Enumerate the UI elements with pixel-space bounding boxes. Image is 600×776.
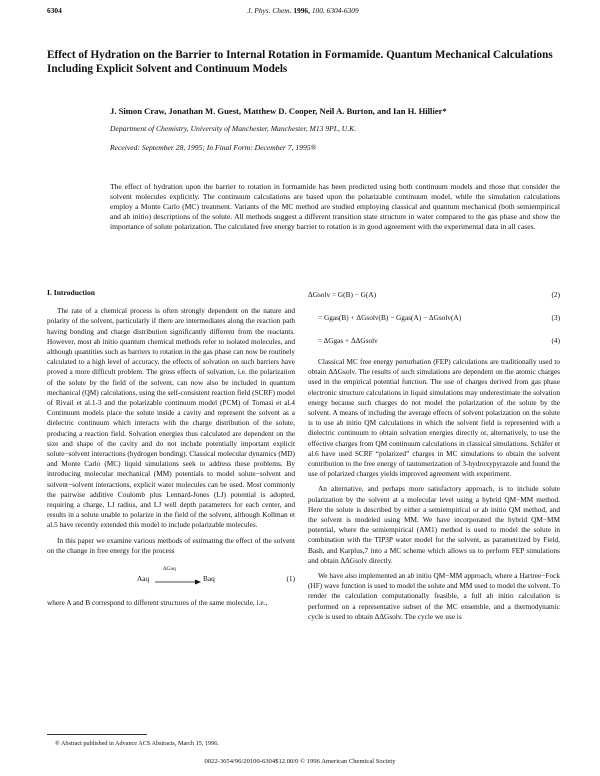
body-paragraph-qmmm: An alternative, and perhaps more satisfactory approach, is to include solute polarization by the solvent at a molecular level using a hybrid QM−MM method. Here the solute is described by either a semiempirical or ab initio QM method, and the solvent is modeled using MM. We have incorporated the hybrid QM−MM potential, where the semiempirical (AM1) method is used to model the solute in combination with the TIP3P water model for the solvent, as parametrized by Field, Bash, and Karplus,7 into a MC scheme which allows us to perform FEP simulations and obtain ΔΔGsolv directly.: [308, 484, 560, 565]
page-number: 6304: [47, 6, 62, 15]
copyright-footer: 0022-3654/96/20100-6304$12.00/0 © 1996 American Chemical Society: [204, 758, 396, 765]
journal-volume: 100,: [311, 6, 325, 15]
footnote: ® Abstract published in Advance ACS Abstracts, March 15, 1996.: [55, 740, 219, 747]
equation-row: [308, 334, 560, 357]
received-dates: Received: September 28, 1995; In Final Form: December 7, 1995®: [110, 143, 317, 152]
equation-body: = ΔGgas + ΔΔGsolv: [318, 336, 378, 345]
journal-name: J. Phys. Chem.: [247, 6, 292, 15]
left-column: [47, 288, 295, 613]
intro-paragraph-1: The rate of a chemical process is often strongly dependent on the nature and polarity of the solvent, particularly if there are intermediates along the reaction path having bonding and charge distribution significantly different from the reactants. However, most ab initio quantum chemical methods refer to isolated molecules, and although quantities such as barriers to rotation in the gas phase can now be routinely calculated to a high level of accuracy, the effects of solvation on such barriers have proved a more difficult problem. The gross effects of solvation, i.e. the polarization of the solute by the field of the solvent, can now also be included in quantum mechanical (QM) calculations, using the self-consistent reaction field (SCRF) model of Rivail et al.1-3 and the polarizable continuum model (PCM) of Tomasi et al.4 Continuum models place the solute inside a cavity and represent the solvent as a dielectric continuum which interacts with the charge distribution of the solute, producing a reaction field. Solvation energies thus calculated are dependent on the size and shape of the cavity and do not include potentially important explicit solute−solvent interactions (hydrogen bonding). Classical molecular dynamics (MD) and Monte Carlo (MC) liquid simulations seek to address these problems. By introducing molecular mechanical (MM) potentials to model solute−solvent and solvent−solvent interactions, explicit water molecules can be used. Most commonly the pairwise additive Coulomb plus Lennard-Jones (LJ) potential is adopted, requiring a charge, LJ radius, and LJ well depth parameters for each center, and results in a solute unable to polarize in the field of the solvent, although Kollman et al.5 have recently extended this model to include polarizable molecules.: [47, 306, 295, 530]
equation-number: (4): [551, 336, 560, 345]
intro-paragraph-3: where A and B correspond to different structures of the same molecule, i.e.,: [47, 598, 268, 608]
affiliation: Department of Chemistry, University of Manchester, Manchester, M13 9PL, U.K.: [110, 124, 357, 133]
reactant-label: Aaq: [137, 574, 150, 584]
equation-body: ΔGsolv = G(B) − G(A): [308, 290, 377, 299]
equation-body: = Ggas(B) + ΔGsolv(B) − Ggas(A) − ΔGsolv(A): [318, 313, 462, 322]
author-list: J. Simon Craw, Jonathan M. Guest, Matthew D. Cooper, Neil A. Burton, and Ian H. Hillier*: [110, 106, 447, 116]
equation-number: (2): [551, 290, 560, 299]
journal-citation: [47, 6, 559, 15]
reaction-arrow-label: ΔGaq: [163, 566, 176, 573]
abstract: The effect of hydration upon the barrier to rotation in formamide has been predicted using both continuum models and those that consider the solvent molecules explicitly. The continuum calculations are based upon the polarizable continuum model, while the simulation calculations employ a Monte Carlo (MC) treatment. Variants of the MC method are studied employing classical and quantum mechanical (both semiempirical and ab initio) descriptions of the solute. All methods suggest a different transition state structure in water compared to the gas phase and show the importance of solute polarization. The calculated free energy barrier to rotation is in good agreement with the experimental data in all cases.: [110, 182, 560, 231]
section-heading-introduction: I. Introduction: [47, 288, 95, 297]
page-range-inline: 6304-6309: [326, 6, 359, 15]
journal-year: 1996,: [293, 6, 310, 15]
equation-row: [308, 288, 560, 311]
paper-title: Effect of Hydration on the Barrier to Internal Rotation in Formamide. Quantum Mechanical Calculations Including Explicit Solvent and Continuum Models: [47, 49, 553, 75]
product-label: Baq: [203, 574, 215, 584]
reaction-equation-1: [47, 562, 295, 592]
intro-paragraph-2: In this paper we examine various methods of estimating the effect of the solvent on the change in free energy for the process: [47, 535, 295, 555]
right-column: [308, 288, 560, 627]
footnote-divider: [47, 734, 147, 735]
equation-number: (3): [551, 313, 560, 322]
equation-number: (1): [286, 574, 295, 584]
equation-row: [308, 311, 560, 334]
reaction-arrow-icon: [155, 578, 201, 586]
body-paragraph-abinitio: We have also implemented an ab initio QM−MM approach, where a Hartree−Fock (HF) wave function is used to model the solute and MM used to model the solvent. To render the calculation computationally feasible, a full ab initio calculation is performed on a representative subset of the MC ensemble, and a thermodynamic cycle is used to obtain ΔΔGsolv. The cycle we use is: [308, 571, 560, 621]
running-header: [47, 6, 559, 18]
body-paragraph-fep: Classical MC free energy perturbation (FEP) calculations are traditionally used to obtain ΔΔGsolv. The results of such simulations are dependent on the atomic charges used in the empirical potential function. The use of charges derived from gas phase electronic structure calculations in liquid simulations may underestimate the solvation energy because such charges do not model the polarization of the solute by the solvent. A means of including the average effects of solvent polarization on the solute is to use ab initio QM calculations in which the solvent field is represented with a dielectric continuum to obtain solvation energies directly or, alternatively, to use the effective charges from QM continuum calculations in classical simulations. Schäfer et al.6 have used SCRF “polarized” charges in MC simulations to obtain the solvent contribution to the free energy of tautomerization of 3-hydroxypyrazole and found the use of polarized charges yields improved agreement with experiment.: [308, 357, 560, 479]
